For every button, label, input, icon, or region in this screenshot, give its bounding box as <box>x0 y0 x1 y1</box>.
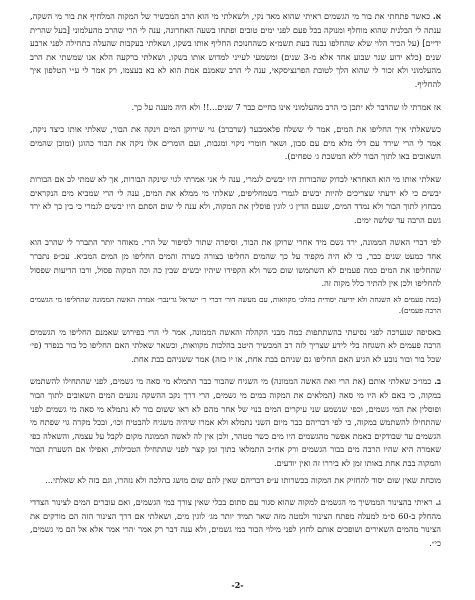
paragraph <box>30 101 441 115</box>
paragraph <box>30 326 441 367</box>
paragraph-text: ראיתי בהצינור הממשיך מי הגשמים למקוה שהוא סגור עם סתום בכלי שאין צורך במי הגשמים, ואם עוברים המים לצינור הצדדי מהחלק ב-60 ס״מ למעלה מפתח הצינור ולמטה מזה שאר תמיד יותר מג׳ לוגין מים, ושאלתי אם דרך הצינור הזה הם מורקים את הצינור מהמים השאירים ושופכים אותם לחוץ לפני מילוי הבור במי גשמים, ולא ענה דבר רק אמר ׳הרי אמר אלא אל הם מי גשמים, כי״. <box>30 497 441 548</box>
paragraph-text: כמו״כ שאלתי אותם (את הרי ואת האשה הממונה) מי השגיח שהבור כבר התמלא מי סאה מי גשמים, לפני שהתחילו להשתמש במקוה, כי באם לא היו מי סאה (המלאים את המקוה במים מי גשמים, הרי דרך נקב ההשקה נוגעים המים השאובים לתוך הבור ופוסלין את המי גשמים, וכפי שנשמע שני עיקרים המים בנוי של אחר מהם לא ראו ששום בור לא נתמלא מי סאה מי גשמים לפני שהתחילו להשתמש במקוה, כי לפי דבריהם כבר מיום השני נתמלא ולא אמרו שיהיה משגיח להבטיח וכו׳, ובכל מקרה גוי שפתח מי הגשמים עד שבודקים באמת אפשר מהגשמים היו מים כשר מטהר, ולכן אין לה לאשה הממונה מקום לקבל על עצמה, והשאלה כפי שאמרה היא שהיו הרבה מים בבור הגשמים ורק אח״כ התמלאו בתוך זמן קצר לפני שהתחילו הטבילות, ואפילו אם השערת הבור והמקוה בבת אחת באותו זמן לא ביררו זה ואין יודעים. <box>30 376 441 469</box>
paragraph-text: לפי דברי האשה הממונה, ירד גשם מיד אחרי שרוקן את הבור, וסיפרה שתור לסיפור של הרי. מאוחר יותר התברר לי שהרב הוא אחד כמעט שנים כבר, כי לא היה מקפיד על כך שהמים החליפו בצורה כשרה והמים החליפו מן המים המביא. עכ״פ נתברר שהחליפו את המים כמה פעמים לא השתמשו שום כשר ולא הקפידו שיהיו יבשים שבין כה וכה המקוה פסול, ורבו הדיעות שפסול להחליפו ולכן אין להתיר כלל מקוה זה. <box>30 237 441 289</box>
paragraph <box>30 236 441 290</box>
paragraph-note <box>30 294 441 317</box>
paragraph-section-b <box>30 375 441 470</box>
paragraph-section-a <box>30 10 441 92</box>
paragraph <box>30 474 441 488</box>
paragraph-text: (כמה פעמים לא השגחה ולא ידיעה יסודית בהלכ׳ מקוואות, עם מעשה דור׳ דברי ר׳ ישראל גרינבר׳ אמרה האשה הממונה שהחליפו מי הגשמים הרבה פעמים). <box>30 294 441 316</box>
section-marker: ב. <box>434 376 441 387</box>
paragraph-text: אז אמרתי לו שהדבר לא יתכן כי הרב מהעלמוני אינו בחיים כבר 7 שנים...!! ולא היה מענה על כך. <box>131 101 441 112</box>
paragraph-text: שאלתי אותו מי הוא האחראי לבדוק שהבורות היו יבשים לגמרי, ענה לי אני אמרתי לגוי שינקה הבורות, אך לא שמתי לב אם הבורות יבשים כי לא ידעתי שצריכים להיות יבשים לגמרי כשמחליפים, שאלתי מי ממלא את המים, ענה לי הרי שמביא מים הנקראים מבחוץ לתוך הבור ולא נמדד המים, שנעם הדין ג׳ לוגין פוסלין את המקוה, ולא ענה לי שום הסתם היו יבשים לגמרי כי בין כך לא ירד גשם הרבה עד שלשה ימים. <box>30 173 441 225</box>
section-marker: ג. <box>435 497 441 508</box>
paragraph <box>30 173 441 227</box>
paragraph-section-c <box>30 496 441 550</box>
paragraph <box>30 123 441 164</box>
paragraph-text: כששאלתי איך החליפו את המים, אמר לי ששלח פלאמבער (שרברב) גוי שירוקן המים וינקה את הבור, שאלתי אותו כיצד ניקה, אמר לי הרי שירד עם דלי מלא מים עם סבון, ושאר חומרי ניקוי ומגבות, ועם הומרים אלו ניקה את הבור כהוגן (ומובן שהמים השאובים באו לתוך הבור ללא המשכת ג׳ טפחים). <box>30 124 441 162</box>
document-body <box>30 10 441 551</box>
page-number: -2- <box>231 580 244 590</box>
section-marker: א. <box>432 11 441 21</box>
paragraph-text: באסיפה שנערכה לפני נסיעתי בהשתתפות כמה מבני הקהלה והאשה הממונה, אמר לי הרי בפירוש שאמנם החליפו מי הגשמים הרבה פעמים לא השגחה בלי לידע שצריך לזה רב המכשיר היטב בהלכות מקוואות, וכשאר שאלתי האם החליפו כל בור בנפרד (פי׳ שכל בור ובור נובע לא הגיע האם החליפו גם שניהם בבת אחת, או יו בזה) אמר ששניהם בבת אחת. <box>30 326 441 364</box>
paragraph-text: מוכחת שאין שום יסוד להחזיק את המקוה בכשרותו ע״פ דבריהם שאין להם שום מושג בהלכה ולא נזהרו, וגם בזה לא שאלתי... <box>45 474 441 485</box>
paragraph-text: כאשר פתחתי את בור מי הגשמים ראיתי שהוא מאד נקי, ולשאלתי מי הוא הרב המכשיר של המקוה המלחיף את בור מי השקה, ענתה לי הבלנית שהוא מוחלף ומנוקה בכל פעם לפני ימים טובים ופתחו בשעה האחרונה, ענה לי הרי שהרב מהעלמוני [בעל שהרית ידיים] (על הכיר הלוי שלא שהחלפו נבנה בעת תשמ״א כשהחנוכת החליף אותו בשקו, ושאלתי בעקבות שהעלה בתחילה לפני ארבע שנים (כלא ידוע שגר שבוע אחד אלא מ-3 שנים) ומשמעי לעייני למדוש אותו בשקו, ושאלתי ברקעה הלא אנו שמשתי את הרב מהעלמוני ולא זכור לי שהוא הלך לטובת הפרנציסקאי, ענה לי הרב שאמנם אמת הוא לא בא בעצמו, רק אמר לי ע״י הטלפון איך להחליף. <box>30 11 441 89</box>
